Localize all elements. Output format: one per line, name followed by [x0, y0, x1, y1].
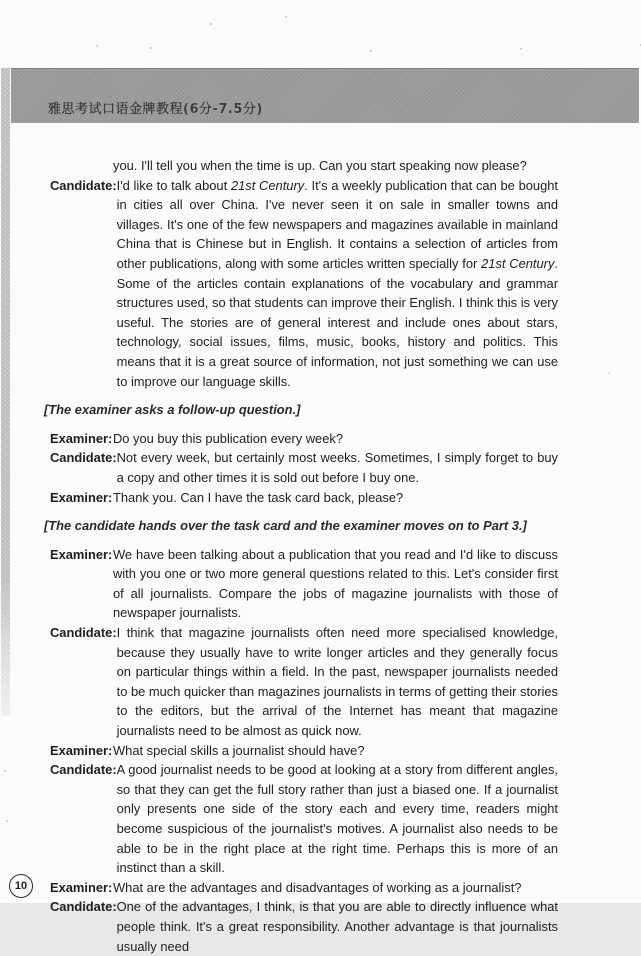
dialogue-turn [44, 429, 558, 449]
utterance-segment: What are the advantages and disadvantages of working as a journalist? [113, 879, 522, 895]
utterance-segment: Do you buy this publication every week? [113, 430, 344, 446]
dialogue-turn [44, 623, 558, 741]
speaker-label: Examiner: [50, 879, 113, 895]
utterance-segment: A good journalist needs to be good at looking at a story from different angles, so that they can get the full story rather than just a biased one. If a journalist only presents one side of the story each and every time, readers might become suspicious of the journalist's motives. A journalist also needs to be able to be in the right place at the right time. Perhaps this is more of an instinct than a skill. [116, 762, 558, 876]
speaker-label: Candidate: [50, 177, 117, 193]
dialogue-turn [44, 545, 558, 623]
utterance-segment: [The candidate hands over the task card and the examiner moves on to Part 3.] [44, 518, 527, 534]
utterance-segment: One of the advantages, I think, is that you are able to directly influence what people think. It's a great responsibility. Another advantage is that journalists usually need [116, 899, 558, 954]
page-number-badge [9, 874, 33, 898]
dialogue-turn [44, 741, 558, 761]
utterance-segment: you. I'll tell you when the time is up. Can you start speaking now please? [113, 158, 527, 173]
utterance-text [113, 488, 558, 508]
publication-title: 21st Century [481, 255, 555, 271]
utterance-text [113, 429, 558, 449]
utterance-segment: I'd like to talk about [116, 177, 231, 193]
dialogue-turn [44, 488, 558, 508]
utterance-segment: Not every week, but certainly most weeks. Sometimes, I simply forget to buy a copy and other times it is sold out before I buy one. [116, 450, 558, 485]
utterance-text [117, 448, 558, 487]
speaker-label: Candidate: [50, 762, 117, 778]
chapter-header-bar [11, 68, 639, 123]
dialogue [44, 156, 558, 956]
utterance-text [117, 623, 558, 741]
utterance-segment: What special skills a journalist should have? [113, 742, 365, 758]
utterance-segment: Thank you. Can I have the task card back, please? [113, 489, 404, 505]
stage-direction [44, 400, 558, 420]
speaker-label: Candidate: [50, 625, 117, 641]
utterance-text [117, 897, 558, 956]
speaker-label: Candidate: [50, 899, 117, 915]
utterance-segment: I think that magazine journalists often need more specialised knowledge, because they usually have to write longer articles and they generally focus on particular things within a field. In the past, newspaper journalists needed to be much quicker than magazines journalists in terms of getting their stories to the editors, but the arrival of the Internet has meant that magazine journalists need to be almost as quick now. [116, 625, 558, 739]
utterance-text [113, 878, 558, 898]
book-title: 雅思考试口语金牌教程(6分-7.5分) [48, 102, 263, 117]
dialogue-turn [44, 760, 558, 878]
dialogue-turn [44, 176, 558, 392]
utterance-segment: We have been talking about a publication that you read and I'd like to discuss with you one or two more general questions related to this. Let's consider first of all journalists. Compare the jobs of magazine journalists with those of newspaper journalists. [113, 546, 558, 621]
dialogue-turn [44, 448, 558, 487]
scan-binding-strip [1, 68, 10, 716]
utterance-text [113, 545, 558, 623]
stage-direction [44, 516, 558, 536]
speaker-label: Candidate: [50, 450, 117, 466]
utterance-segment: . It's a weekly publication that can be bought in cities all over China. I've never seen it on sale in smaller towns and villages. It's one of the few newspapers and magazines available in mainland China that is Chinese but in English. It contains a selection of articles from other publications, along with some articles written specially for [116, 177, 559, 271]
utterance-text [113, 741, 558, 761]
speaker-label: Examiner: [50, 430, 113, 446]
dialogue-continuation [44, 156, 558, 176]
page-number: 10 [14, 880, 28, 892]
utterance-segment: [The examiner asks a follow-up question.] [44, 402, 301, 418]
stage-text [44, 400, 558, 420]
utterance-text [117, 176, 558, 392]
dialogue-turn [44, 897, 558, 956]
dialogue-turn [44, 878, 558, 898]
speaker-label: Examiner: [50, 489, 113, 505]
utterance-text [113, 156, 558, 176]
speaker-label: Examiner: [50, 546, 113, 562]
publication-title: 21st Century [230, 177, 305, 193]
stage-text [44, 516, 558, 536]
utterance-segment: . Some of the articles contain explanations of the vocabulary and grammar structures used, so that students can improve their English. I think this is very useful. The stories are of general interest and include ones about stars, technology, social issues, films, music, books, history and politics. This means that it is a great source of information, not just something we can use to improve our language skills. [116, 255, 558, 389]
speaker-label: Examiner: [50, 742, 113, 758]
utterance-text [117, 760, 558, 878]
